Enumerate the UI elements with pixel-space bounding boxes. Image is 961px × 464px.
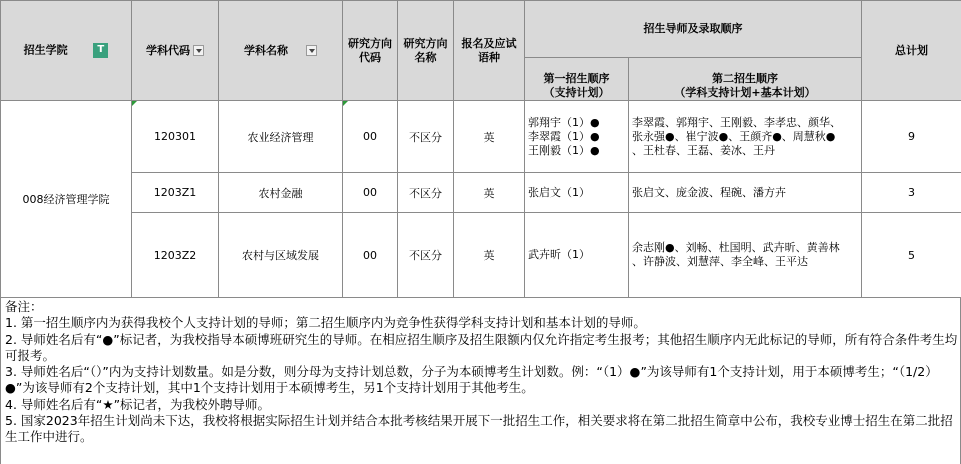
exam-language: 英: [483, 249, 495, 262]
subject-name-cell[interactable]: [219, 213, 343, 298]
header-second-order[interactable]: [629, 58, 862, 101]
exam-language: 英: [483, 130, 495, 144]
tutor-line: 李翠霞、郭翔宇、王刚毅、李孝忠、颜华、: [632, 115, 841, 129]
subject-code-cell[interactable]: [132, 173, 219, 213]
total-plan: 5: [908, 248, 915, 262]
subject-name-cell[interactable]: [219, 101, 343, 173]
header-subject-code-label: 学科代码: [146, 43, 190, 57]
direction-code-cell[interactable]: [343, 101, 398, 173]
header-exam-language-label: 报名及应试语种: [461, 36, 517, 64]
direction-name-cell[interactable]: [398, 213, 454, 298]
subject-code-cell[interactable]: [132, 213, 219, 298]
second-order-cell[interactable]: [629, 173, 862, 213]
header-direction-name-label: 研究方向名称: [403, 36, 448, 64]
filter-active-icon[interactable]: [93, 43, 108, 58]
tutor-line: 余志刚●、刘畅、杜国明、武卉昕、黄善林: [632, 241, 840, 254]
direction-code-cell[interactable]: [343, 213, 398, 298]
tutor-entry: 王刚毅（1）●: [528, 143, 600, 157]
header-college-label: 招生学院: [23, 43, 68, 57]
header-direction-name[interactable]: [398, 1, 454, 101]
filter-dropdown-icon[interactable]: [306, 45, 317, 56]
first-order-cell[interactable]: [525, 213, 629, 298]
header-subject-code[interactable]: [132, 1, 219, 101]
header-total-label: 总计划: [895, 43, 928, 57]
subject-name: 农村金融: [258, 186, 303, 200]
exam-language-cell[interactable]: [454, 173, 525, 213]
subject-name-cell[interactable]: [219, 173, 343, 213]
direction-name-cell[interactable]: [398, 101, 454, 173]
second-order-cell[interactable]: [629, 213, 862, 298]
header-subject-name[interactable]: [219, 1, 343, 101]
cell-note-marker: [343, 101, 348, 106]
header-tutors-group[interactable]: [525, 1, 862, 58]
subject-code: 1203Z1: [153, 186, 197, 199]
exam-language: 英: [483, 186, 495, 200]
notes-section[interactable]: [0, 297, 961, 464]
college-cell[interactable]: [1, 101, 132, 298]
header-first-order[interactable]: [525, 58, 629, 101]
subject-code: 1203Z2: [153, 248, 197, 262]
tutor-line: 、王杜春、王磊、姜冰、王丹: [632, 143, 775, 157]
tutor-entry: 李翠霞（1）●: [528, 129, 600, 143]
filter-dropdown-icon[interactable]: [193, 45, 204, 56]
direction-code: 00: [363, 248, 377, 262]
tutor-line: 张启文、庞金波、程碗、潘方卉: [632, 185, 786, 199]
cell-note-marker: [132, 101, 137, 106]
direction-code: 00: [363, 186, 377, 199]
subject-code: 120301: [154, 130, 196, 143]
header-second-order-label: 第二招生顺序 （学科支持计划+基本计划）: [674, 72, 816, 99]
first-order-cell[interactable]: [525, 101, 629, 173]
direction-code-cell[interactable]: [343, 173, 398, 213]
college-name: 008经济管理学院: [22, 193, 110, 206]
exam-language-cell[interactable]: [454, 213, 525, 298]
tutor-entry: 郭翔宇（1）●: [528, 115, 600, 129]
total-cell[interactable]: [862, 101, 961, 173]
subject-name: 农村与区域发展: [242, 249, 319, 262]
subject-name: 农业经济管理: [247, 130, 314, 144]
header-exam-language[interactable]: [454, 1, 525, 101]
header-direction-code[interactable]: [343, 1, 398, 101]
direction-code: 00: [363, 130, 377, 143]
header-first-order-label: 第一招生顺序 （支持计划）: [543, 72, 610, 99]
total-cell[interactable]: [862, 213, 961, 298]
header-tutors-group-label: 招生导师及录取顺序: [643, 22, 743, 35]
header-subject-name-label: 学科名称: [244, 43, 288, 57]
subject-code-cell[interactable]: [132, 101, 219, 173]
direction-name: 不区分: [409, 249, 442, 262]
table-row: [1, 101, 961, 173]
direction-name-cell[interactable]: [398, 173, 454, 213]
first-order-cell[interactable]: [525, 173, 629, 213]
note-item: 4. 导师姓名后有“★”标记者，为我校外聘导师。: [5, 396, 271, 412]
notes-heading: 备注：: [5, 299, 43, 314]
note-item: 2. 导师姓名后有“●”标记者，为我校指导本硕博班研究生的导师。在相应招生顺序及招生限额内仅允许指定考生报考；其他招生顺序内无此标记的导师，所有符合条件考生均可报考。: [5, 331, 958, 363]
exam-language-cell[interactable]: [454, 101, 525, 173]
header-total[interactable]: [862, 1, 961, 101]
note-item: 5. 国家2023年招生计划尚未下达，我校将根据实际招生计划并结合本批考核结果开展下一批招生工作，相关要求将在第二批招生简章中公布，我校专业博士招生在第二批招生工作中进行。: [5, 413, 953, 445]
tutor-line: 、许静波、刘慧萍、李全峰、王平达: [632, 255, 808, 268]
total-plan: 3: [908, 186, 915, 199]
tutor-line: 张永强●、崔宁波●、王颜齐●、周慧秋●: [632, 129, 836, 143]
total-plan: 9: [908, 130, 915, 143]
header-college[interactable]: [1, 1, 132, 101]
tutor-entry: 武卉昕（1）: [528, 248, 590, 261]
note-item: 1. 第一招生顺序内为获得我校个人支持计划的导师；第二招生顺序内为竞争性获得学科支持计划和基本计划的导师。: [5, 315, 646, 331]
tutor-entry: 张启文（1）: [528, 185, 590, 199]
table-row: [1, 213, 961, 298]
direction-name: 不区分: [409, 186, 442, 200]
direction-name: 不区分: [409, 130, 442, 144]
note-item: 3. 导师姓名后“（）”内为支持计划数量。如是分数，则分母为支持计划总数，分子为本硕博考生计划数。例：“（1）●”为该导师有1个支持计划，用于本硕博考生；“（1/2）●”为该导师有2个支持计划，其中1个支持计划用于本硕博考生，另1个支持计划用于其他考生。: [5, 364, 938, 396]
header-direction-code-label: 研究方向代码: [348, 36, 392, 64]
table-row: [1, 173, 961, 213]
total-cell[interactable]: [862, 173, 961, 213]
second-order-cell[interactable]: [629, 101, 862, 173]
